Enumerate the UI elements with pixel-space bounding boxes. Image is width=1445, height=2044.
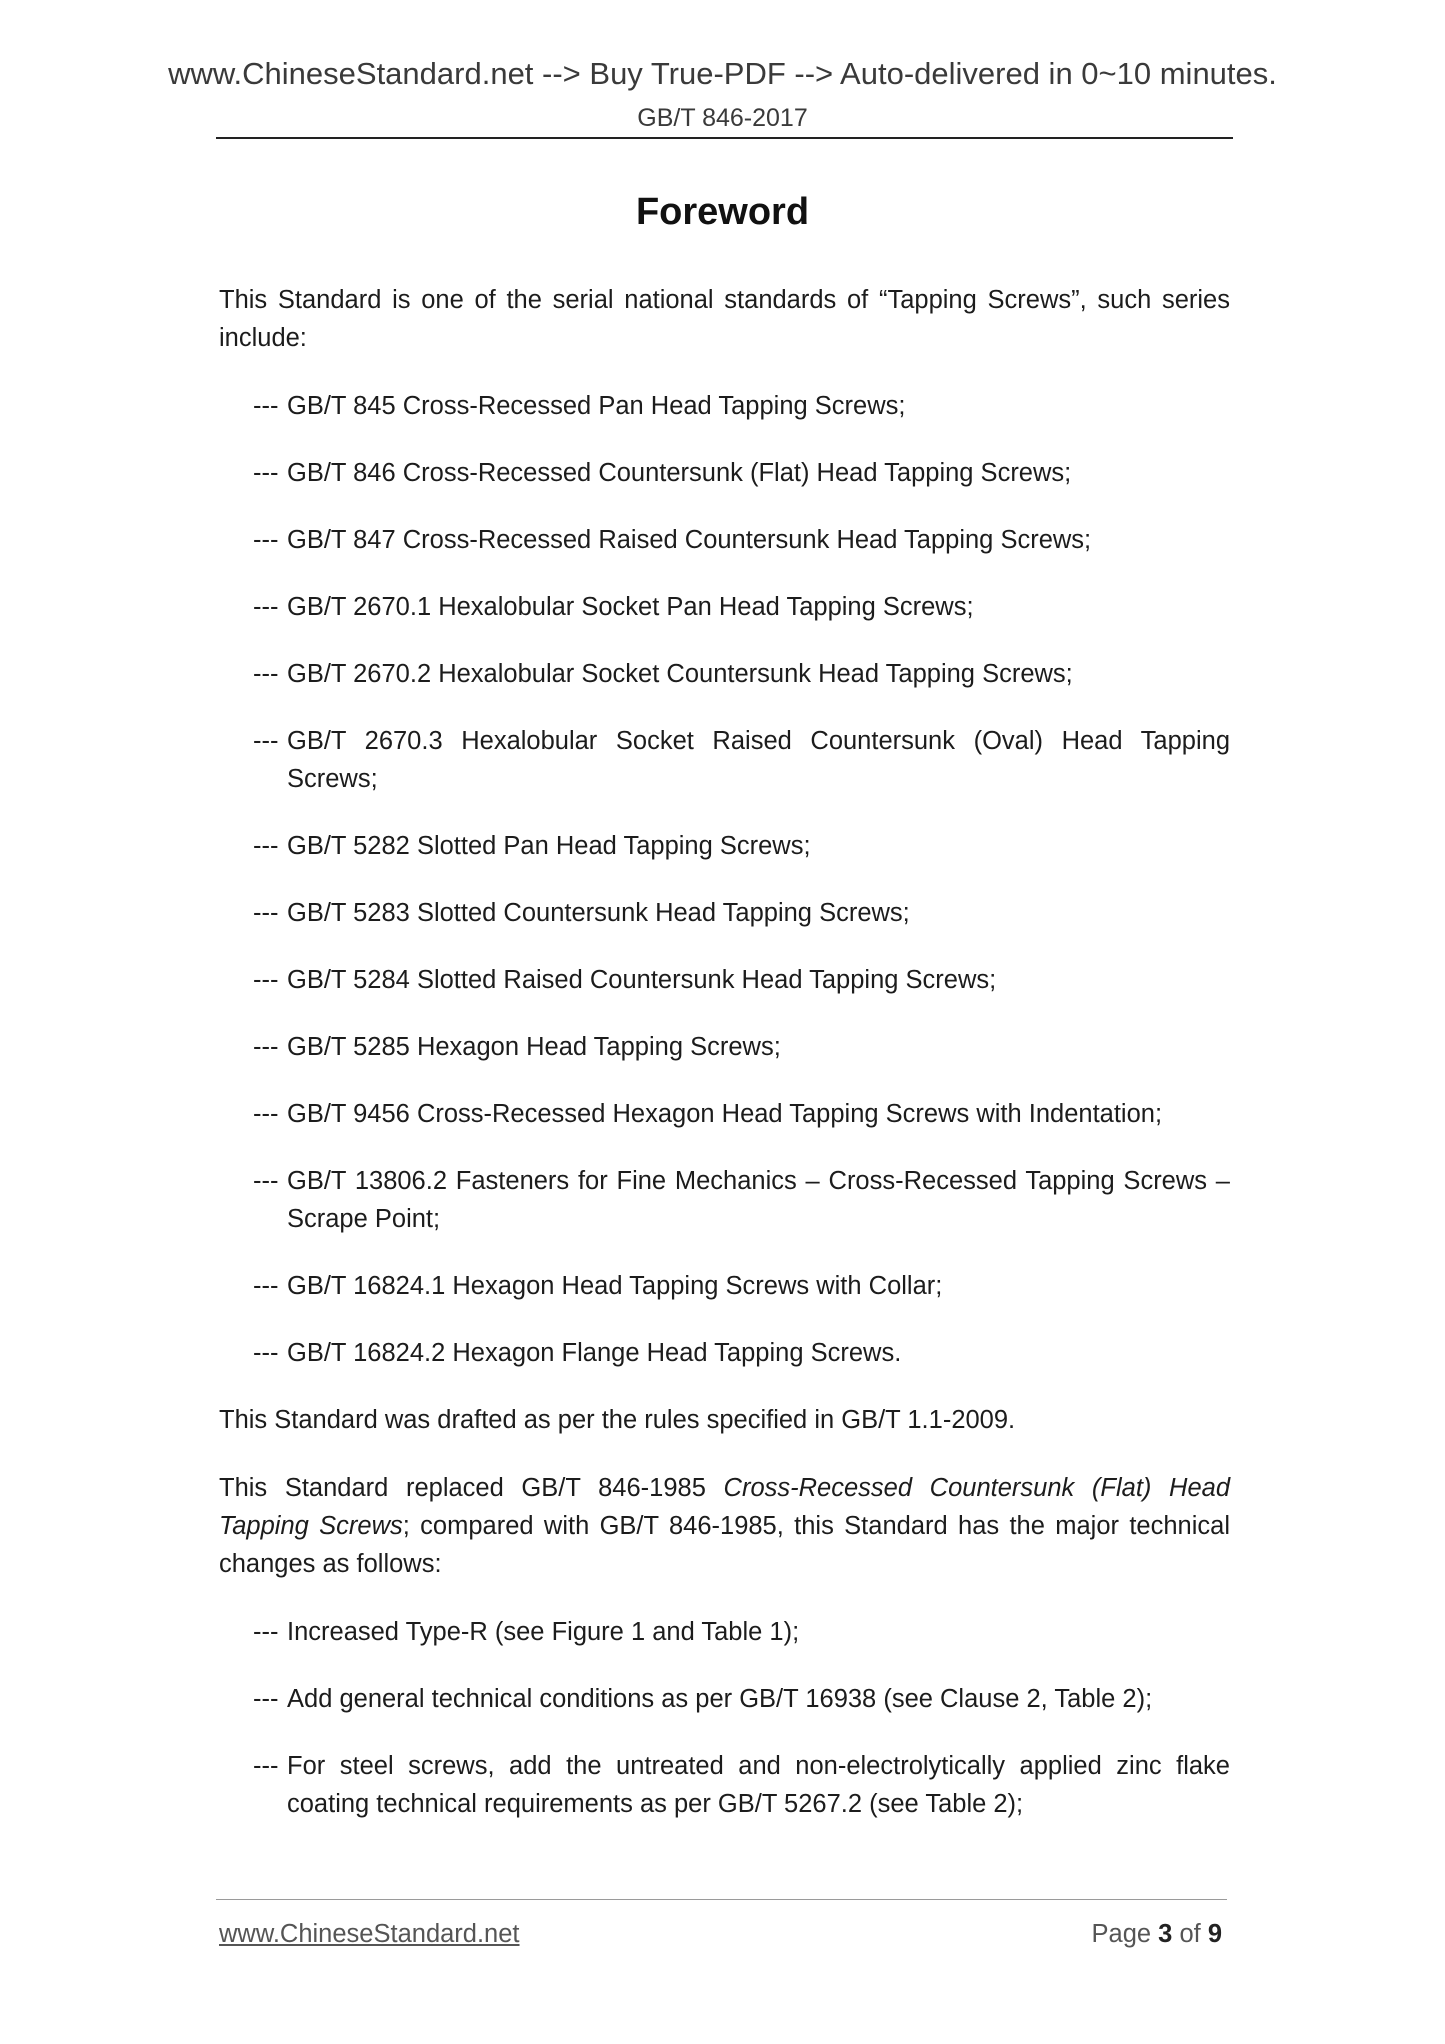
list-item-text: GB/T 846 Cross-Recessed Countersunk (Flat) Head Tapping Screws; [287,459,1072,487]
header-divider [216,137,1233,139]
series-list-item [219,894,1230,932]
list-item-text: GB/T 13806.2 Fasteners for Fine Mechanics – Cross-Recessed Tapping Screws – Scrape Point; [287,1167,1230,1233]
series-list-item [219,521,1230,559]
list-item-text: GB/T 5283 Slotted Countersunk Head Tapping Screws; [287,899,910,927]
footer-site-link[interactable]: www.ChineseStandard.net [219,1920,520,1948]
drafted-paragraph: This Standard was drafted as per the rules specified in GB/T 1.1-2009. [219,1406,1016,1434]
series-list-item [219,1095,1230,1133]
series-list-item [219,387,1230,425]
series-list-item [219,1267,1230,1305]
footer-divider [216,1899,1227,1900]
page-total: 9 [1207,1920,1222,1948]
change-list-item [219,1613,1230,1651]
replaced-prefix: This Standard replaced GB/T 846-1985 [219,1474,724,1502]
list-item-text: GB/T 9456 Cross-Recessed Hexagon Head Tapping Screws with Indentation; [287,1100,1163,1128]
series-list-item [219,454,1230,492]
page-label: Page [1091,1920,1152,1948]
list-marker: --- [253,1339,279,1367]
page-title: Foreword [635,191,810,233]
list-marker: --- [253,1752,279,1780]
list-item-text: GB/T 5284 Slotted Raised Countersunk Head Tapping Screws; [287,966,997,994]
replaced-standard-title: Cross-Recessed Countersunk (Flat) Head Tapping Screws [219,1474,1231,1540]
list-marker: --- [253,1618,279,1646]
series-list-item [219,1334,1230,1372]
list-item-text: Add general technical conditions as per GB/T 16938 (see Clause 2, Table 2); [287,1685,1153,1713]
list-marker: --- [253,832,279,860]
page-number [1092,1919,1223,1950]
header-banner: www.ChineseStandard.net --> Buy True-PDF --> Auto-delivered in 0~10 minutes. [168,56,1277,91]
list-item-text: GB/T 2670.1 Hexalobular Socket Pan Head Tapping Screws; [287,593,974,621]
list-item-text: GB/T 5285 Hexagon Head Tapping Screws; [287,1033,781,1061]
list-marker: --- [253,392,279,420]
list-marker: --- [253,1167,279,1195]
series-list-item [219,1028,1230,1066]
list-marker: --- [253,593,279,621]
series-list-item [219,961,1230,999]
list-item-text: For steel screws, add the untreated and non-electrolytically applied zinc flake coating technical requirements as per GB/T 5267.2 (see Table 2); [287,1752,1230,1818]
list-marker: --- [253,1033,279,1061]
series-list-item [219,1162,1230,1238]
list-marker: --- [253,1100,279,1128]
header-standard-id: GB/T 846-2017 [637,104,808,132]
changes-list [219,1613,1230,1823]
list-item-text: GB/T 5282 Slotted Pan Head Tapping Screws; [287,832,811,860]
list-item-text: GB/T 845 Cross-Recessed Pan Head Tapping Screws; [287,392,906,420]
change-list-item [219,1747,1230,1823]
list-marker: --- [253,660,279,688]
list-item-text: GB/T 2670.3 Hexalobular Socket Raised Countersunk (Oval) Head Tapping Screws; [287,727,1230,793]
list-item-text: GB/T 16824.2 Hexagon Flange Head Tapping Screws. [287,1339,902,1367]
change-list-item [219,1680,1230,1718]
page-of: of [1179,1920,1201,1948]
intro-paragraph: This Standard is one of the serial national standards of “Tapping Screws”, such series include: [219,286,1230,352]
list-item-text: GB/T 847 Cross-Recessed Raised Countersunk Head Tapping Screws; [287,526,1092,554]
list-marker: --- [253,899,279,927]
document-body [219,281,1230,1852]
list-marker: --- [253,966,279,994]
series-list-item [219,655,1230,693]
list-marker: --- [253,727,279,755]
list-marker: --- [253,1685,279,1713]
list-marker: --- [253,526,279,554]
series-list-item [219,722,1230,798]
page-current: 3 [1158,1920,1173,1948]
list-marker: --- [253,459,279,487]
series-list-item [219,827,1230,865]
series-list [219,387,1230,1372]
list-item-text: GB/T 16824.1 Hexagon Head Tapping Screws with Collar; [287,1272,943,1300]
replaced-paragraph [219,1469,1230,1583]
list-item-text: GB/T 2670.2 Hexalobular Socket Countersunk Head Tapping Screws; [287,660,1073,688]
list-item-text: Increased Type-R (see Figure 1 and Table 1); [287,1618,800,1646]
list-marker: --- [253,1272,279,1300]
series-list-item [219,588,1230,626]
replaced-suffix: ; compared with GB/T 846-1985, this Standard has the major technical changes as follows: [219,1512,1230,1578]
